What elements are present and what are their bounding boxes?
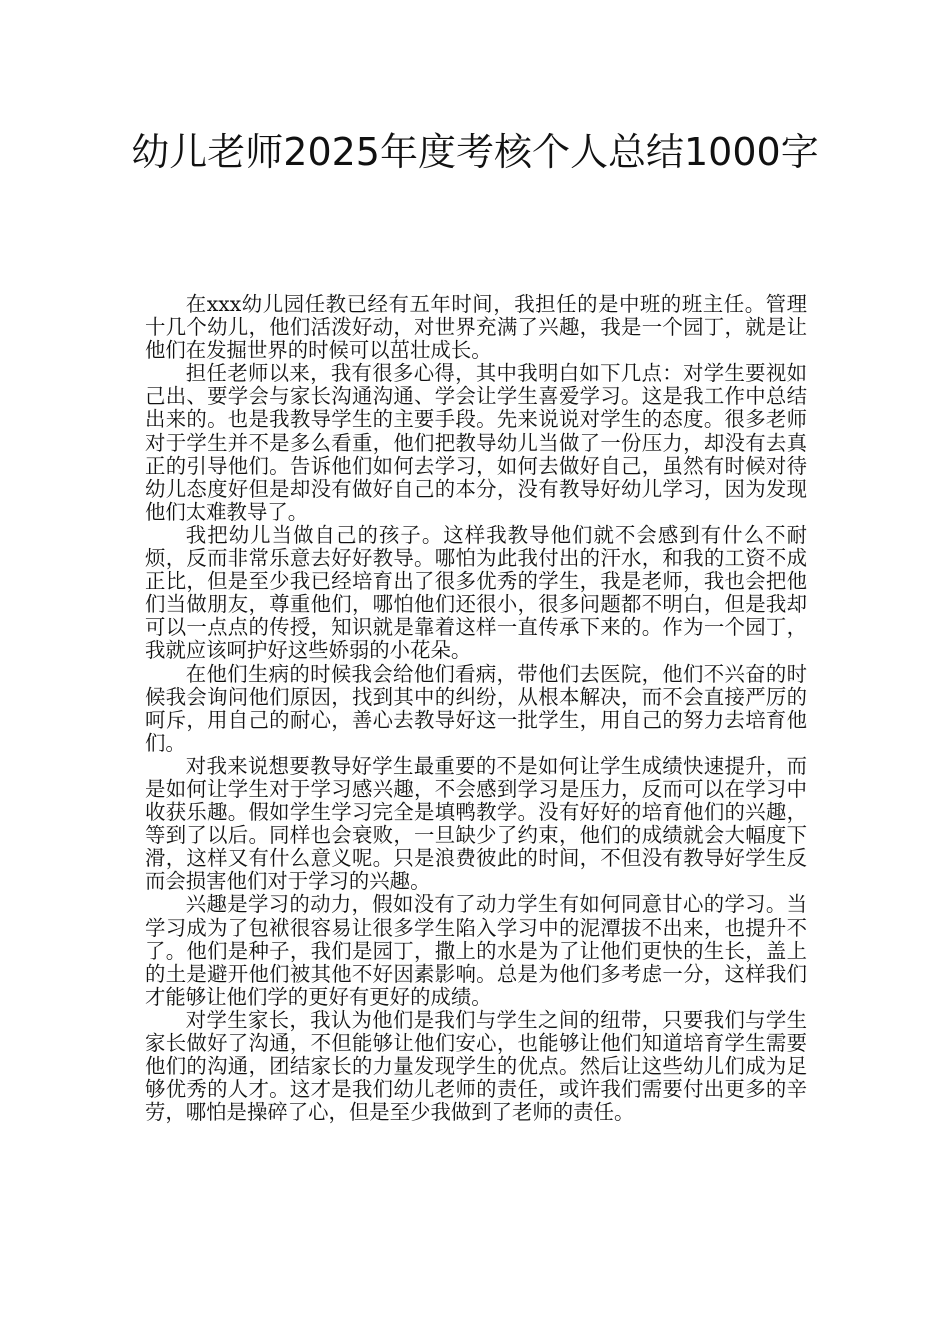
paragraph: 在xxx幼儿园任教已经有五年时间，我担任的是中班的班主任。管理十几个幼儿，他们活泼好动，对世界充满了兴趣，我是一个园丁，就是让他们在发掘世界的时候可以茁壮成长。 bbox=[145, 292, 807, 363]
paragraph: 兴趣是学习的动力，假如没有了动力学生有如何同意甘心的学习。当学习成为了包袱很容易让很多学生陷入学习中的泥潭拔不出来，也提升不了。他们是种子，我们是园丁，撒上的水是为了让他们更快的生长，盖上的土是避开他们被其他不好因素影响。总是为他们多考虑一分，这样我们才能够让他们学的更好有更好的成绩。 bbox=[145, 892, 807, 1009]
paragraph: 对我来说想要教导好学生最重要的不是如何让学生成绩快速提升，而是如何让学生对于学习感兴趣，不会感到学习是压力，反而可以在学习中收获乐趣。假如学生学习完全是填鸭教学。没有好好的培育他们的兴趣，等到了以后。同样也会衰败，一旦缺少了约束，他们的成绩就会大幅度下滑，这样又有什么意义呢。只是浪费彼此的时间，不但没有教导好学生反而会损害他们对于学习的兴趣。 bbox=[145, 753, 807, 894]
paragraph: 在他们生病的时候我会给他们看病，带他们去医院，他们不兴奋的时候我会询问他们原因，找到其中的纠纷，从根本解决，而不会直接严厉的呵斥，用自己的耐心，善心去教导好这一批学生，用自己的努力去培育他们。 bbox=[145, 661, 807, 755]
document-body bbox=[145, 293, 807, 1124]
document-title: 幼儿老师2025年度考核个人总结1000字 bbox=[131, 130, 819, 174]
paragraph: 担任老师以来，我有很多心得，其中我明白如下几点：对学生要视如己出、要学会与家长沟通沟通、学会让学生喜爱学习。这是我工作中总结出来的。也是我教导学生的主要手段。先来说说对学生的态度。很多老师对于学生并不是多么看重，他们把教导幼儿当做了一份压力，却没有去真正的引导他们。告诉他们如何去学习，如何去做好自己，虽然有时候对待幼儿态度好但是却没有做好自己的本分，没有教导好幼儿学习，因为发现他们太难教导了。 bbox=[145, 361, 807, 524]
paragraph: 对学生家长，我认为他们是我们与学生之间的纽带，只要我们与学生家长做好了沟通，不但能够让他们安心，也能够让他们知道培育学生需要他们的沟通，团结家长的力量发现学生的优点。然后让这些幼儿们成为足够优秀的人才。这才是我们幼儿老师的责任，或许我们需要付出更多的辛劳，哪怕是操碎了心，但是至少我做到了老师的责任。 bbox=[145, 1007, 807, 1125]
paragraph: 我把幼儿当做自己的孩子。这样我教导他们就不会感到有什么不耐烦，反而非常乐意去好好教导。哪怕为此我付出的汗水，和我的工资不成正比，但是至少我已经培育出了很多优秀的学生，我是老师，我也会把他们当做朋友，尊重他们，哪怕他们还很小，很多问题都不明白，但是我却可以一点点的传授，知识就是靠着这样一直传承下来的。作为一个园丁，我就应该呵护好这些娇弱的小花朵。 bbox=[145, 522, 807, 663]
